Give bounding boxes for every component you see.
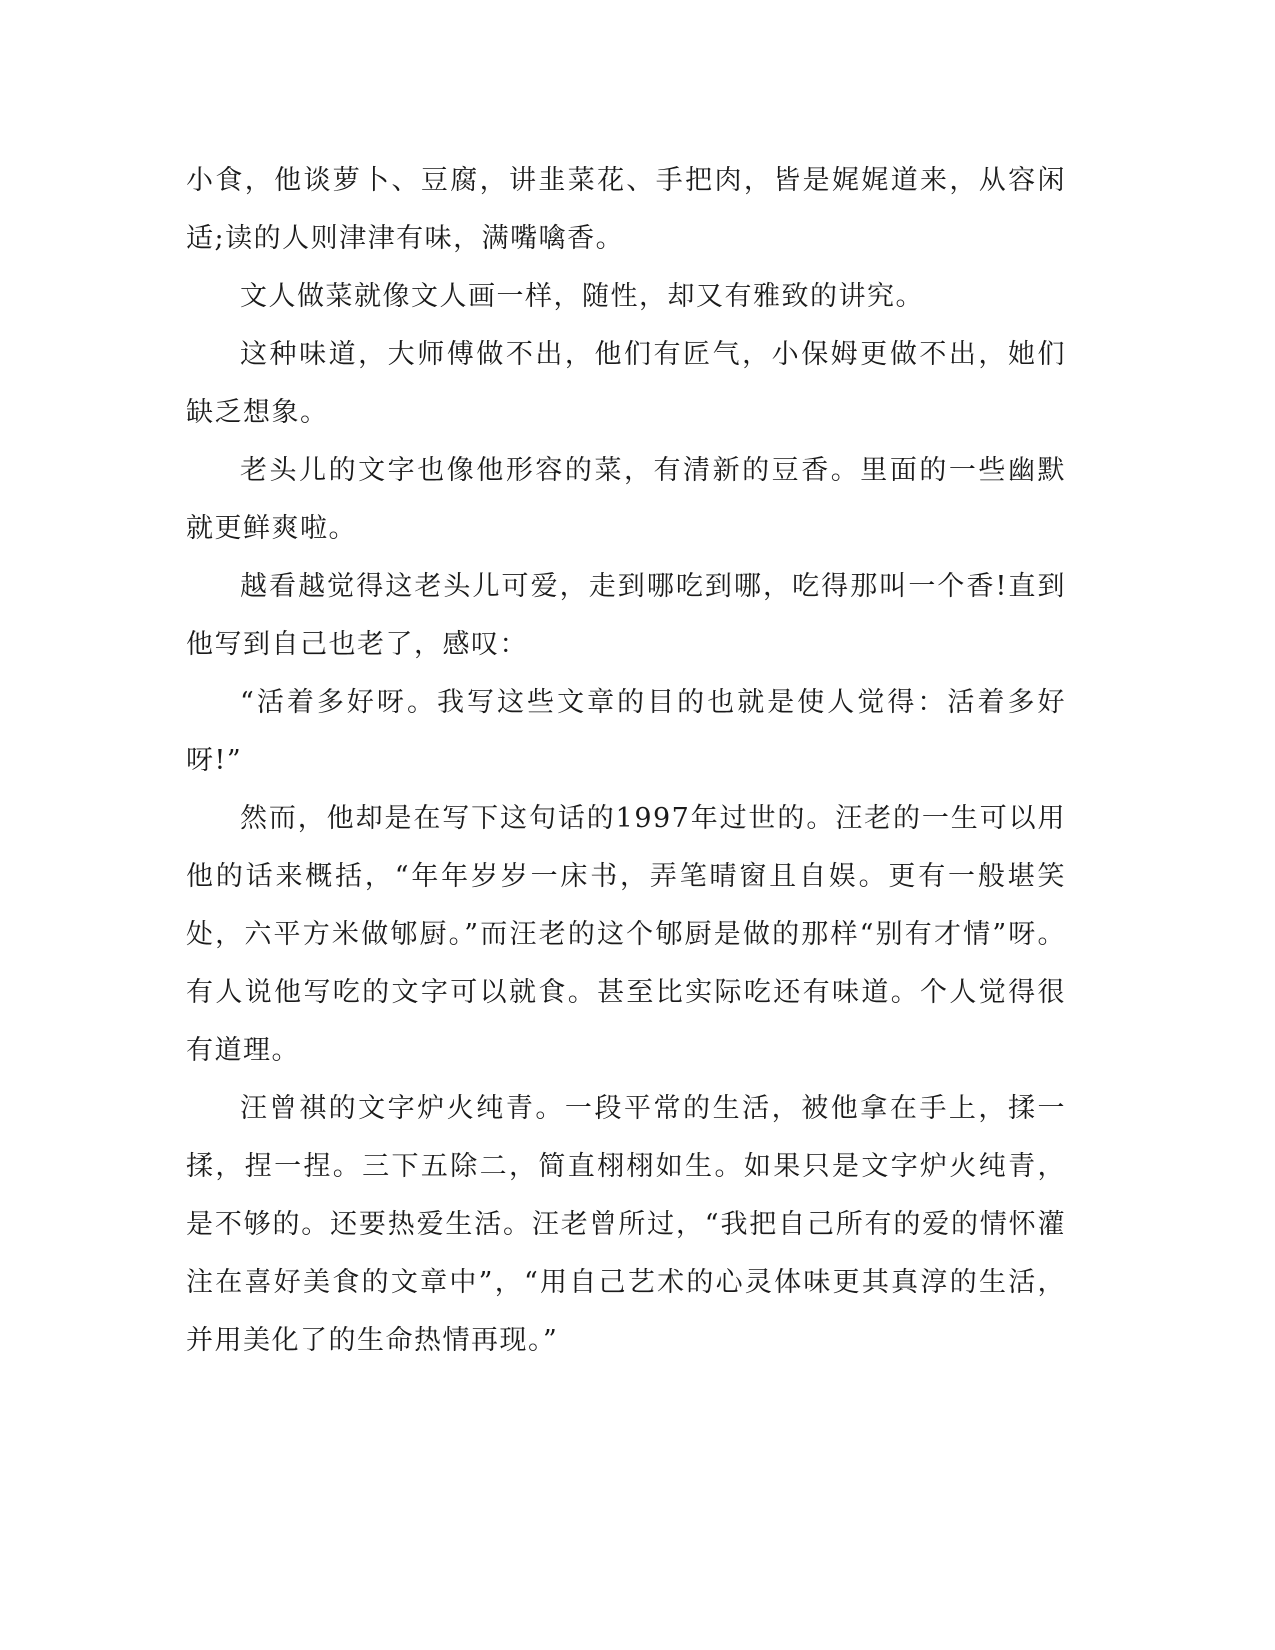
paragraph: 文人做菜就像文人画一样，随性，却又有雅致的讲究。 — [240, 281, 924, 312]
paragraph: 这种味道，大师傅做不出，他们有匠气，小保姆更做不出，她们缺乏想象。 — [186, 339, 1066, 428]
document-body — [186, 152, 1066, 1370]
paragraph: 老头儿的文字也像他形容的菜，有清新的豆香。里面的一些幽默就更鲜爽啦。 — [186, 455, 1066, 544]
paragraph-continuation: 小食，他谈萝卜、豆腐，讲韭菜花、手把肉，皆是娓娓道来，从容闲适;读的人则津津有味，满嘴噙香。 — [186, 165, 1066, 254]
paragraph: 汪曾祺的文字炉火纯青。一段平常的生活，被他拿在手上，揉一揉，捏一捏。三下五除二，简直栩栩如生。如果只是文字炉火纯青，是不够的。还要热爱生活。汪老曾所过，“我把自己所有的爱的情怀灌注在喜好美食的文章中”，“用自己艺术的心灵体味更其真淳的生活，并用美化了的生命热情再现。” — [186, 1093, 1066, 1356]
paragraph: 越看越觉得这老头儿可爱，走到哪吃到哪，吃得那叫一个香!直到他写到自己也老了，感叹： — [186, 571, 1066, 660]
paragraph: 然而，他却是在写下这句话的1997年过世的。汪老的一生可以用他的话来概括，“年年岁岁一床书，弄笔晴窗且自娱。更有一般堪笑处，六平方米做郇厨。”而汪老的这个郇厨是做的那样“别有才情”呀。有人说他写吃的文字可以就食。甚至比实际吃还有味道。个人觉得很有道理。 — [186, 803, 1066, 1066]
paragraph-quote: “活着多好呀。我写这些文章的目的也就是使人觉得：活着多好呀!” — [186, 687, 1066, 776]
